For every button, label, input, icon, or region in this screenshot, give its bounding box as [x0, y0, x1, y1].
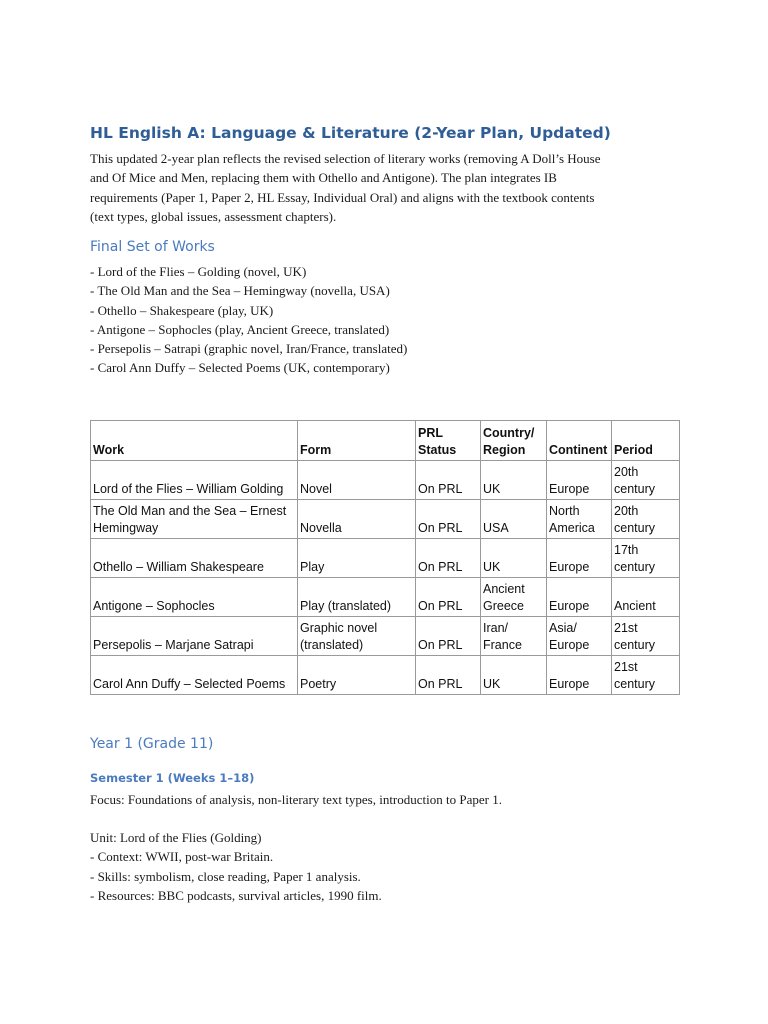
table-row — [91, 656, 680, 695]
table-cell: 20th century — [612, 500, 680, 539]
table-cell: On PRL — [416, 656, 481, 695]
intro-line: and Of Mice and Men, replacing them with Othello and Antigone). The plan integrates IB — [90, 170, 557, 186]
column-header-form: Form — [298, 421, 416, 461]
table-row — [91, 461, 680, 500]
table-cell: Graphic novel (translated) — [298, 617, 416, 656]
table-row — [91, 500, 680, 539]
list-item: - The Old Man and the Sea – Hemingway (novella, USA) — [90, 283, 390, 299]
document-title: HL English A: Language & Literature (2-Year Plan, Updated) — [90, 124, 611, 142]
table-cell: On PRL — [416, 578, 481, 617]
table-cell: North America — [547, 500, 612, 539]
intro-paragraph — [90, 149, 680, 226]
table-cell: Carol Ann Duffy – Selected Poems — [91, 656, 298, 695]
column-header-prl-status: PRL Status — [416, 421, 481, 461]
table-header-row — [91, 421, 680, 461]
list-item: - Carol Ann Duffy – Selected Poems (UK, contemporary) — [90, 360, 390, 376]
list-item: - Othello – Shakespeare (play, UK) — [90, 302, 274, 318]
table-cell: On PRL — [416, 617, 481, 656]
table-cell: Europe — [547, 461, 612, 500]
table-row — [91, 539, 680, 578]
table-cell: UK — [481, 656, 547, 695]
column-header-continent: Continent — [547, 421, 612, 461]
table-cell: 21st century — [612, 656, 680, 695]
table-cell: Antigone – Sophocles — [91, 578, 298, 617]
table-cell: Play (translated) — [298, 578, 416, 617]
table-cell: Europe — [547, 539, 612, 578]
table-cell: On PRL — [416, 539, 481, 578]
table-cell: 17th century — [612, 539, 680, 578]
works-list — [90, 262, 407, 378]
table-cell: Novel — [298, 461, 416, 500]
table-cell: USA — [481, 500, 547, 539]
table-cell: Lord of the Flies – William Golding — [91, 461, 298, 500]
year1-heading: Year 1 (Grade 11) — [90, 736, 214, 752]
intro-line: (text types, global issues, assessment chapters). — [90, 208, 337, 224]
table-cell: Europe — [547, 656, 612, 695]
table-cell: Poetry — [298, 656, 416, 695]
table-row — [91, 617, 680, 656]
intro-line: requirements (Paper 1, Paper 2, HL Essay, Individual Oral) and aligns with the textbook contents — [90, 189, 595, 205]
table-cell: 20th century — [612, 461, 680, 500]
table-cell: The Old Man and the Sea – Ernest Hemingway — [91, 500, 298, 539]
unit-line: - Skills: symbolism, close reading, Paper 1 analysis. — [90, 868, 361, 884]
table-cell: On PRL — [416, 461, 481, 500]
unit-line: - Resources: BBC podcasts, survival articles, 1990 film. — [90, 887, 382, 903]
table-cell: Ancient — [612, 578, 680, 617]
intro-line: This updated 2-year plan reflects the revised selection of literary works (removing A Doll’s House — [90, 151, 601, 166]
list-item: - Antigone – Sophocles (play, Ancient Greece, translated) — [90, 321, 390, 337]
table-cell: On PRL — [416, 500, 481, 539]
table-row — [91, 578, 680, 617]
column-header-work: Work — [91, 421, 298, 461]
focus-text: Focus: Foundations of analysis, non-literary text types, introduction to Paper 1. — [90, 792, 502, 807]
table-cell: 21st century — [612, 617, 680, 656]
table-cell: UK — [481, 461, 547, 500]
unit-line: Unit: Lord of the Flies (Golding) — [90, 830, 262, 845]
table-cell: Othello – William Shakespeare — [91, 539, 298, 578]
column-header-period: Period — [612, 421, 680, 461]
semester1-heading: Semester 1 (Weeks 1–18) — [90, 771, 255, 785]
column-header-country-region: Country/ Region — [481, 421, 547, 461]
table-cell: Play — [298, 539, 416, 578]
table-cell: Iran/ France — [481, 617, 547, 656]
works-heading: Final Set of Works — [90, 239, 215, 255]
unit-block — [90, 828, 382, 905]
unit-line: - Context: WWII, post-war Britain. — [90, 849, 274, 865]
table-cell: Asia/ Europe — [547, 617, 612, 656]
table-cell: Persepolis – Marjane Satrapi — [91, 617, 298, 656]
table-cell: Novella — [298, 500, 416, 539]
table-cell: UK — [481, 539, 547, 578]
list-item: - Lord of the Flies – Golding (novel, UK) — [90, 264, 307, 279]
works-table — [90, 420, 680, 695]
table-cell: Europe — [547, 578, 612, 617]
table-cell: Ancient Greece — [481, 578, 547, 617]
list-item: - Persepolis – Satrapi (graphic novel, Iran/France, translated) — [90, 341, 408, 357]
